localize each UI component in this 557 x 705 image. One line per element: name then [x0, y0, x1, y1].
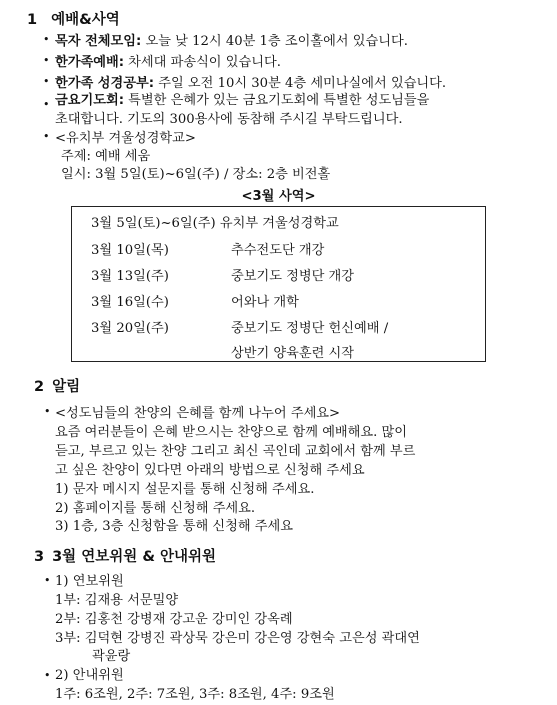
- schedule-date: 3월 13일(주): [91, 268, 169, 284]
- bullet: •: [44, 669, 51, 682]
- worship-item: 금요기도회: 특별한 은혜가 있는 금요기도회에 특별한 성도님들을: [55, 93, 430, 108]
- section-title: 3월 연보위원 & 안내위원: [52, 549, 217, 565]
- section-3-heading: [34, 545, 216, 566]
- bullet: •: [43, 54, 50, 67]
- notice-line: 고 싶은 찬양이 있다면 아래의 방법으로 신청해 주세요: [55, 463, 365, 478]
- section-number: 1: [27, 12, 38, 28]
- schedule-heading: <3월 사역>: [241, 189, 316, 204]
- bullet: •: [43, 75, 50, 88]
- schedule-date: 3월 16일(수): [91, 294, 169, 310]
- schedule-table: [71, 206, 486, 362]
- bullet: •: [44, 405, 51, 418]
- schedule-event: 어와나 개학: [231, 294, 299, 310]
- schedule-date: 3월 5일(토)~6일(주) 유치부 겨울성경학교: [91, 216, 339, 231]
- section-number: 2: [34, 379, 45, 395]
- notice-title: <성도님들의 찬양의 은혜를 함께 나누어 주세요>: [55, 406, 341, 421]
- offering-line: 1부: 김재용 서문밀양: [55, 593, 179, 608]
- section-number: 3: [34, 549, 45, 565]
- table-row: [72, 313, 486, 336]
- bullet: •: [43, 98, 50, 111]
- worship-item: 한가족 성경공부: 주일 오전 10시 30분 4층 세미나실에서 있습니다.: [55, 76, 447, 91]
- bullet: •: [44, 574, 51, 587]
- schedule-event: 상반기 양육훈련 시작: [231, 345, 355, 361]
- notice-line: 듣고, 부르고 있는 찬양 그리고 최신 곡인데 교회에서 함께 부르: [55, 444, 416, 459]
- bullet: •: [43, 130, 50, 143]
- table-row: [72, 207, 486, 235]
- camp-title: <유치부 겨울성경학교>: [55, 131, 196, 146]
- worship-item: 목자 전체모임: 오늘 낮 12시 40분 1층 조이홀에서 있습니다.: [55, 34, 408, 49]
- table-row: [72, 287, 486, 313]
- schedule-date: 3월 20일(주): [91, 320, 169, 336]
- table-row: [72, 336, 486, 362]
- schedule-event: 중보기도 정병단 개강: [231, 268, 355, 284]
- notice-line: 2) 홈페이지를 통해 신청해 주세요.: [55, 501, 256, 516]
- notice-line: 요즘 여러분들이 은혜 받으시는 찬양으로 함께 예배해요. 많이: [55, 425, 408, 440]
- schedule-event: 추수전도단 개강: [231, 242, 325, 258]
- table-row: [72, 235, 486, 261]
- schedule-event: 중보기도 정병단 헌신예배 /: [231, 320, 389, 336]
- worship-item: 한가족예배: 차세대 파송식이 있습니다.: [55, 55, 281, 70]
- usher-line: 1주: 6조원, 2주: 7조원, 3주: 8조원, 4주: 9조원: [55, 687, 335, 702]
- offering-line-continued: 곽윤랑: [92, 649, 131, 664]
- usher-title: 2) 안내위원: [55, 668, 124, 683]
- schedule-date: [72, 336, 232, 362]
- table-row: [72, 261, 486, 287]
- schedule-date: 3월 10일(목): [91, 242, 169, 258]
- worship-item-continued: 초대합니다. 기도의 300용사에 동참해 주시길 부탁드립니다.: [55, 112, 403, 127]
- section-title: 예배&사역: [51, 12, 120, 28]
- notice-line: 1) 문자 메시지 설문지를 통해 신청해 주세요.: [55, 482, 315, 497]
- camp-theme: 주제: 예배 세움: [61, 149, 151, 164]
- camp-when: 일시: 3월 5일(토)~6일(주) / 장소: 2층 비전홀: [61, 167, 331, 182]
- offering-title: 1) 연보위원: [55, 574, 124, 589]
- offering-line: 3부: 김덕현 강병진 곽상묵 강은미 강은영 강현숙 고은성 곽대연: [55, 631, 420, 646]
- notice-line: 3) 1층, 3층 신청함을 통해 신청해 주세요: [55, 519, 294, 534]
- section-1-heading: [27, 8, 120, 29]
- section-2-heading: [34, 375, 80, 396]
- bullet: •: [43, 33, 50, 46]
- section-title: 알림: [52, 379, 81, 395]
- offering-line: 2부: 김홍천 강병재 강고운 강미인 강옥례: [55, 612, 293, 627]
